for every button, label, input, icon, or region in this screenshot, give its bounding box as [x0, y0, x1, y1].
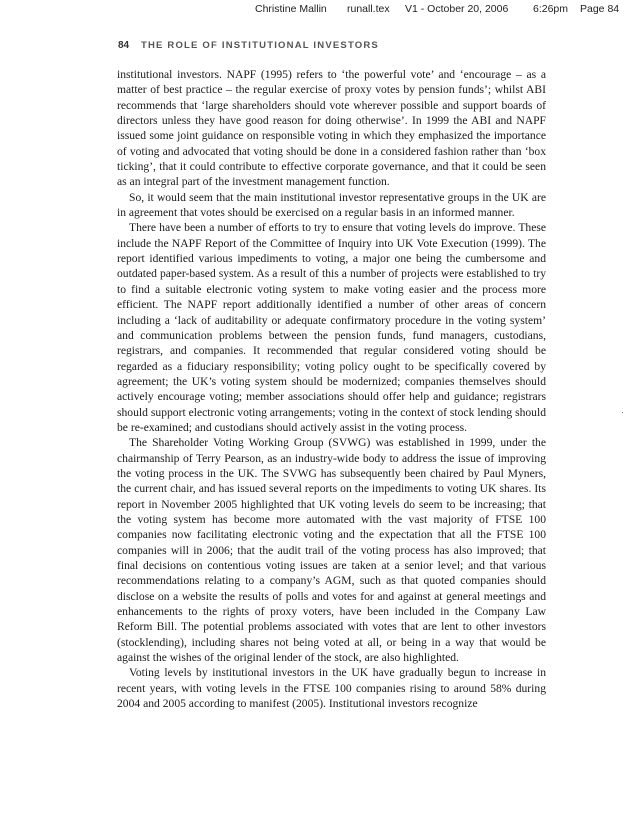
running-head	[118, 40, 379, 51]
paragraph: So, it would seem that the main institutional investor representative groups in the UK are in agreement that votes should be exercised on a regular basis in an informed manner.	[117, 190, 546, 220]
body-text	[117, 67, 546, 711]
paragraph: The Shareholder Voting Working Group (SVWG) was established in 1999, under the chairmanship of Terry Pearson, as an industry-wide body to address the issue of improving the voting process in the UK. The SVWG has subsequently been chaired by Paul Myners, the current chair, and has issued several reports on the impediments to voting UK shares. Its report in November 2005 highlighted that UK voting levels do seem to be increasing; that the voting system has become more automated with the vast majority of FTSE 100 companies now facilitating electronic voting and the expectation that all the FTSE 100 companies will in 2006; that the audit trail of the voting process has also improved; that final decisions on contentious voting issues are taken at a senior level; and that various recommendations relating to a company’s AGM, such as that quoted companies should disclose on a website the results of polls and votes for and against at general meetings and enhancements to the rights of proxy voters, have been included in the Company Law Reform Bill. The potential problems associated with votes that are lent to other investors (stocklending), including shares not being voted at all, or being in a way that would be against the wishes of the original lender of the stock, are also highlighted.	[117, 436, 546, 665]
slug-author: Christine Mallin	[255, 3, 327, 15]
slug-time: 6:26pm	[533, 3, 569, 15]
slug-page: Page 84	[580, 3, 620, 15]
page-number: 84	[118, 40, 130, 51]
slug-file: runall.tex	[347, 3, 390, 15]
paragraph: institutional investors. NAPF (1995) refers to ‘the powerful vote’ and ‘encourage – as a matter of best practice – the regular exercise of proxy votes by pension funds’; whilst ABI recommends that ‘large shareholders should vote wherever possible and support boards of directors unless they have good reason for doing otherwise’. In 1999 the ABI and NAPF issued some joint guidance on responsible voting in which they emphasized the importance of voting and advocated that voting should be done in a considered fashion rather than ‘box ticking’, that it could contribute to effective corporate governance, and that it could be seen as an integral part of the investment management function.	[117, 68, 546, 189]
chapter-title: THE ROLE OF INSTITUTIONAL INVESTORS	[140, 40, 379, 51]
paragraph: Voting levels by institutional investors in the UK have gradually begun to increase in recent years, with voting levels in the FTSE 100 companies rising to around 58% during 2004 and 2005 according to manifest (2005). Institutional investors recognize	[117, 666, 546, 711]
slug-version: V1 - October 20, 2006	[405, 3, 509, 15]
paragraph: There have been a number of efforts to try to ensure that voting levels do improve. These include the NAPF Report of the Committee of Inquiry into UK Vote Execution (1999). The report identified various impediments to voting, a major one being the cumbersome and outdated paper-based system. As a result of this a number of projects were established to try to find a suitable electronic voting system to make voting easier and the process more efficient. The NAPF report additionally identified a number of other areas of concern including a ‘lack of auditability or adequate confirmatory procedure in the voting system’ and communication problems between the pension funds, fund managers, custodians, registrars, and companies. It recommended that regular considered voting should be regarded as a fiduciary responsibility; voting policy ought to be specifically covered by agreement; the UK’s voting system should be modernized; companies themselves should actively encourage voting; member associations should offer help and guidance; registrars should support electronic voting arrangements; voting in the context of stock lending should be re-examined; and custodians should actively assist in the voting process.	[117, 221, 546, 434]
margin-mark	[622, 412, 623, 413]
